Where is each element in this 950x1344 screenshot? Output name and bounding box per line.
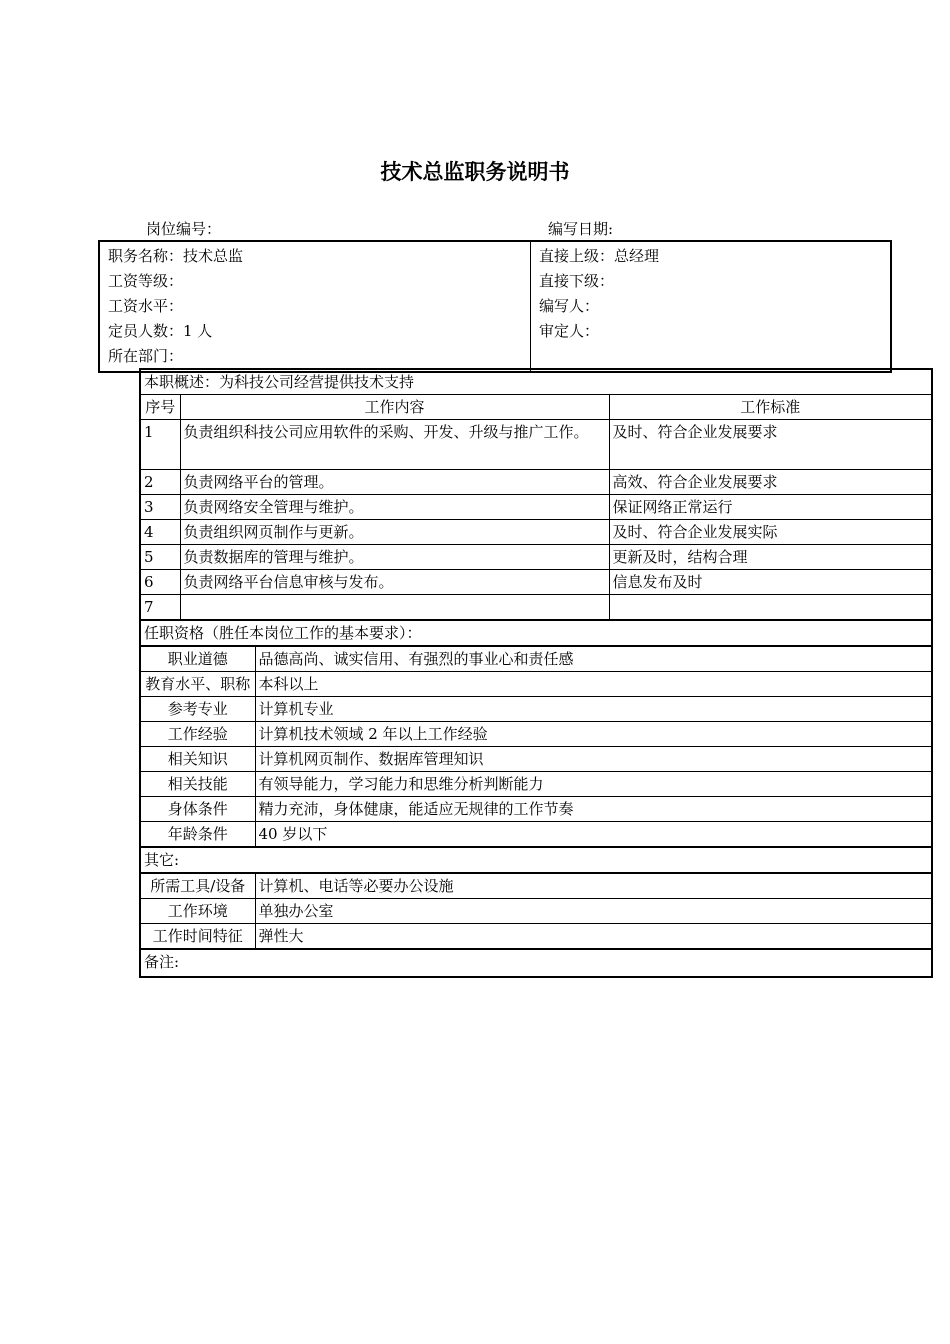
other-value: 计算机、电话等必要办公设施 [255, 873, 932, 899]
job-description-table [139, 368, 933, 978]
duty-standard: 更新及时，结构合理 [609, 545, 932, 570]
other-label: 工作时间特征 [140, 924, 255, 950]
qualification-label: 年龄条件 [140, 822, 255, 848]
duty-standard: 高效、符合企业发展要求 [609, 470, 932, 495]
job-summary: 本职概述：为科技公司经营提供技术支持 [140, 369, 932, 395]
other-row [140, 924, 932, 950]
qualification-value: 精力充沛，身体健康，能适应无规律的工作节奏 [255, 797, 932, 822]
empty-field [539, 344, 882, 369]
duty-no: 7 [140, 595, 180, 621]
duty-content: 负责网络平台信息审核与发布。 [180, 570, 609, 595]
author-field: 编写人： [539, 297, 600, 315]
duty-content: 负责组织科技公司应用软件的采购、开发、升级与推广工作。 [180, 420, 609, 470]
qualification-row [140, 822, 932, 848]
table-row [140, 570, 932, 595]
qualification-value: 有领导能力，学习能力和思维分析判断能力 [255, 772, 932, 797]
headcount-field: 定员人数：1 人 [108, 322, 213, 340]
duty-no: 6 [140, 570, 180, 595]
other-row [140, 873, 932, 899]
qualification-label: 相关技能 [140, 772, 255, 797]
duty-content: 负责网络安全管理与维护。 [180, 495, 609, 520]
qualification-row [140, 697, 932, 722]
basic-info-table [98, 240, 892, 373]
qualification-row [140, 722, 932, 747]
table-row [140, 545, 932, 570]
qualification-label: 参考专业 [140, 697, 255, 722]
duty-content-header: 工作内容 [180, 395, 609, 420]
duty-content: 负责网络平台的管理。 [180, 470, 609, 495]
duty-standard: 及时、符合企业发展实际 [609, 520, 932, 545]
table-row [140, 595, 932, 621]
qualification-row [140, 646, 932, 672]
salary-level-field: 工资水平： [108, 297, 184, 315]
qualification-row [140, 747, 932, 772]
other-row [140, 899, 932, 924]
qualification-label: 相关知识 [140, 747, 255, 772]
job-title-field: 职务名称：技术总监 [108, 247, 244, 265]
qualification-value: 计算机专业 [255, 697, 932, 722]
qualification-label: 教育水平、职称 [140, 672, 255, 697]
direct-subordinate-field: 直接下级： [539, 272, 615, 290]
write-date-label: 编写日期: [548, 220, 614, 238]
other-value: 单独办公室 [255, 899, 932, 924]
duty-standard [609, 595, 932, 621]
duty-no: 1 [140, 420, 180, 470]
position-code-label: 岗位编号： [146, 220, 222, 238]
qualification-value: 计算机技术领域 2 年以上工作经验 [255, 722, 932, 747]
duty-standard: 信息发布及时 [609, 570, 932, 595]
qualification-label: 身体条件 [140, 797, 255, 822]
duty-no-header: 序号 [140, 395, 180, 420]
qualification-label: 工作经验 [140, 722, 255, 747]
other-label: 工作环境 [140, 899, 255, 924]
other-title: 其它: [140, 847, 932, 873]
qualification-row [140, 772, 932, 797]
qualification-value: 本科以上 [255, 672, 932, 697]
duty-content: 负责组织网页制作与更新。 [180, 520, 609, 545]
duty-content [180, 595, 609, 621]
duty-no: 4 [140, 520, 180, 545]
other-value: 弹性大 [255, 924, 932, 950]
qualification-row [140, 797, 932, 822]
duty-standard-header: 工作标准 [609, 395, 932, 420]
duty-standard: 及时、符合企业发展要求 [609, 420, 932, 470]
qualification-title: 任职资格（胜任本岗位工作的基本要求）： [140, 620, 932, 646]
table-row [140, 520, 932, 545]
direct-superior-field: 直接上级：总经理 [539, 247, 660, 265]
table-row [140, 420, 932, 470]
reviewer-field: 审定人： [539, 322, 600, 340]
qualification-row [140, 672, 932, 697]
table-row [140, 470, 932, 495]
duty-no: 2 [140, 470, 180, 495]
duty-no: 5 [140, 545, 180, 570]
qualification-value: 计算机网页制作、数据库管理知识 [255, 747, 932, 772]
duty-no: 3 [140, 495, 180, 520]
basic-info-left [99, 241, 531, 372]
table-row [140, 495, 932, 520]
qualification-value: 品德高尚、诚实信用、有强烈的事业心和责任感 [255, 646, 932, 672]
qualification-value: 40 岁以下 [255, 822, 932, 848]
duty-content: 负责数据库的管理与维护。 [180, 545, 609, 570]
salary-grade-field: 工资等级： [108, 272, 184, 290]
remarks: 备注: [140, 949, 932, 977]
other-label: 所需工具/设备 [140, 873, 255, 899]
duty-standard: 保证网络正常运行 [609, 495, 932, 520]
basic-info-right [531, 241, 892, 372]
department-field: 所在部门： [108, 347, 184, 365]
qualification-label: 职业道德 [140, 646, 255, 672]
page-title: 技术总监职务说明书 [380, 160, 570, 184]
